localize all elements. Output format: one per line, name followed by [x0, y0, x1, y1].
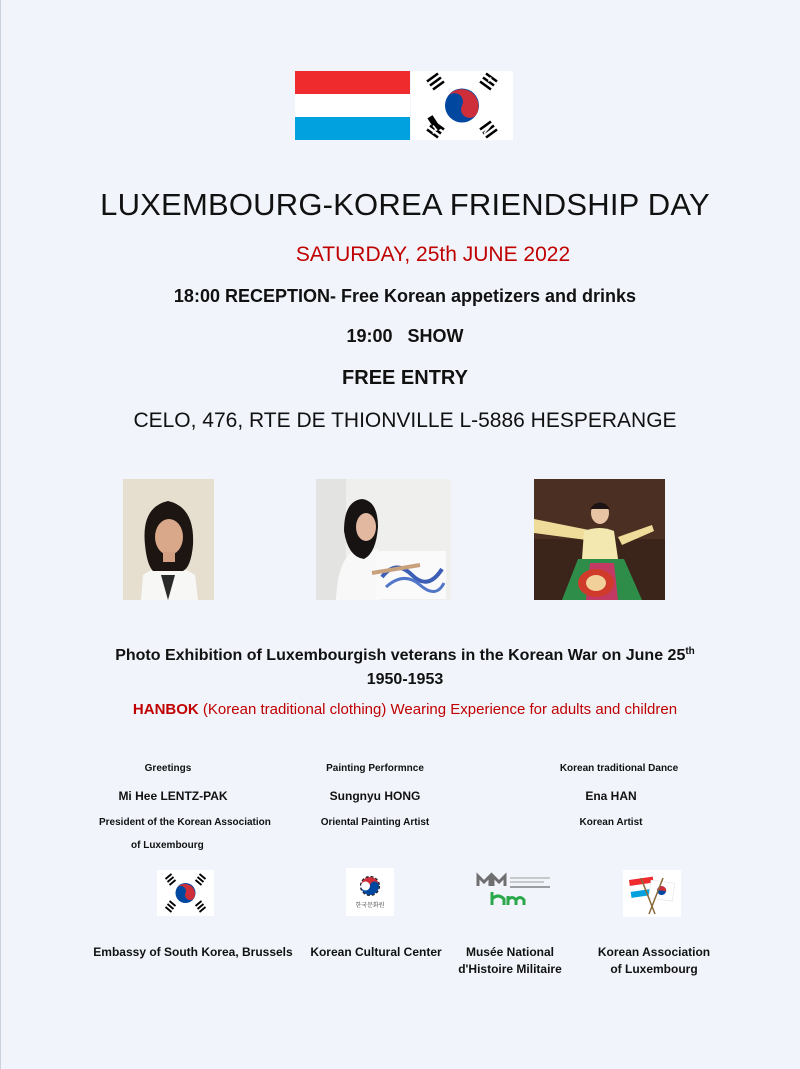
- south-korea-flag-icon: [411, 71, 513, 140]
- show-line: 19:00 SHOW: [346, 326, 464, 346]
- program-desc-3: Korean Artist: [579, 817, 643, 828]
- mnhm-logo-icon: [476, 872, 552, 910]
- organizer-mnhm: [440, 944, 580, 978]
- program-role-3: Korean traditional Dance: [559, 763, 679, 774]
- korean-cultural-center-icon: [346, 868, 394, 916]
- program-role-2: Painting Performnce: [326, 763, 424, 774]
- luxembourg-flag-icon: [295, 71, 410, 140]
- organizer-kcc: Korean Cultural Center: [310, 945, 442, 959]
- program-name-2: Sungnyu HONG: [329, 789, 421, 803]
- dancer-photo: [534, 479, 665, 600]
- organizer-mnhm-line2: d'Histoire Militaire: [458, 962, 562, 976]
- hanbok-rest: (Korean traditional clothing) Wearing Experience for adults and children: [198, 701, 678, 718]
- exhibition-line2: 1950-1953: [366, 671, 444, 688]
- painting-photo: [316, 479, 451, 600]
- organizer-kal: [584, 944, 724, 978]
- organizer-kal-line1: Korean Association: [597, 945, 711, 959]
- program-name-1: Mi Hee LENTZ-PAK: [118, 789, 228, 803]
- event-address: CELO, 476, RTE DE THIONVILLE L-5886 HESPERANGE: [133, 409, 677, 432]
- program-desc-2: Oriental Painting Artist: [320, 817, 430, 828]
- page-title: LUXEMBOURG-KOREA FRIENDSHIP DAY: [100, 187, 710, 222]
- exhibition-superscript: th: [685, 646, 695, 657]
- organizer-embassy: Embassy of South Korea, Brussels: [93, 945, 293, 959]
- portrait-photo: [123, 479, 214, 600]
- organizer-kal-line2: of Luxembourg: [610, 962, 698, 976]
- reception-line: 18:00 RECEPTION- Free Korean appetizers and drinks: [173, 286, 637, 306]
- exhibition-line1: Photo Exhibition of Luxembourgish veterans in the Korean War on June 25: [115, 647, 686, 664]
- hanbok-line: [0, 701, 800, 718]
- event-date: SATURDAY, 25th JUNE 2022: [295, 243, 571, 266]
- kcc-logo-text: 한국문화원: [355, 903, 385, 909]
- program-desc-1: President of the Korean Association: [99, 817, 271, 828]
- page-edge: [0, 0, 1, 1069]
- organizer-mnhm-line1: Musée National: [465, 945, 555, 959]
- free-entry: FREE ENTRY: [342, 367, 468, 389]
- program-name-3: Ena HAN: [585, 789, 637, 803]
- program-role-1: Greetings: [144, 763, 192, 774]
- exhibition-text: [0, 640, 800, 692]
- program-desc-1b: of Luxembourg: [131, 840, 204, 851]
- hanbok-bold: HANBOK: [132, 701, 199, 718]
- korea-flag-icon: [157, 870, 214, 916]
- lux-korea-flags-icon: [623, 870, 681, 917]
